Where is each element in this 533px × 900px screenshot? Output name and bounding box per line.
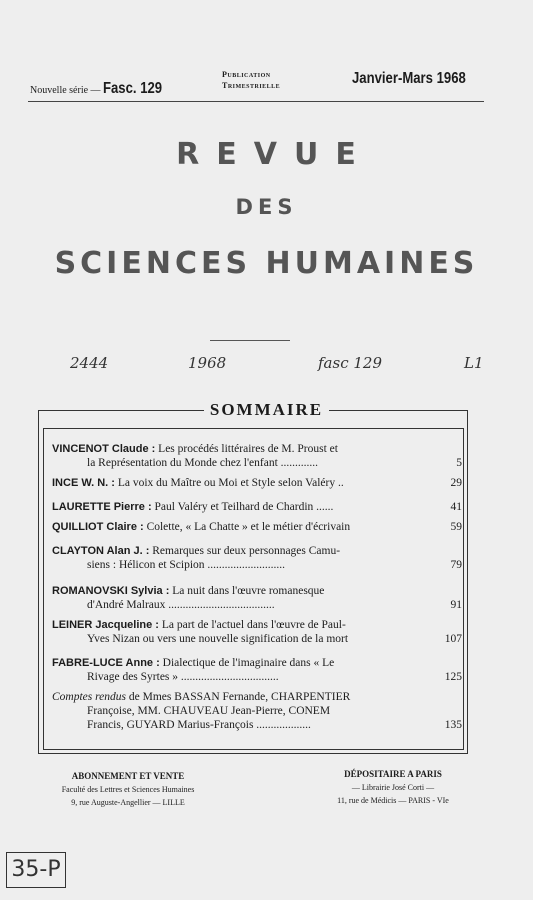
handwritten-note-4: L1 <box>464 354 484 372</box>
comptes-line2: Françoise, MM. CHAUVEAU Jean-Pierre, CONEM <box>87 705 331 717</box>
publication-line2: Trimestrielle <box>222 81 281 90</box>
toc-entry-comptes-rendus <box>52 690 462 732</box>
series-label: Nouvelle série — <box>30 85 101 96</box>
footer-left-line2: Faculté des Lettres et Sciences Humaines <box>61 785 195 794</box>
comptes-line3: Francis, GUYARD Marius-François ................... <box>87 719 311 731</box>
toc-title: Remarques sur deux personnages Camu- <box>152 545 341 557</box>
footer-right-line2: — Librairie José Corti — <box>351 783 435 792</box>
toc-page: 91 <box>450 599 462 611</box>
toc-entry <box>52 544 462 572</box>
toc-author: ROMANOVSKI Sylvia : <box>52 585 170 597</box>
depositary-info <box>296 768 490 807</box>
toc-page: 59 <box>450 521 462 533</box>
toc-title: La nuit dans l'œuvre romanesque <box>172 585 325 597</box>
handwritten-note-2: 1968 <box>188 354 227 372</box>
footer-right-line3: 11, rue de Médicis — PARIS - VIe <box>337 796 449 805</box>
toc-title-cont: d'André Malraux ..................................... <box>87 599 275 611</box>
fascicle-number: Fasc. 129 <box>103 80 163 97</box>
sommaire-heading: SOMMAIRE <box>0 400 533 420</box>
subscription-info <box>28 770 228 809</box>
toc-author: LEINER Jacqueline : <box>52 619 159 631</box>
toc-title: La voix du Maître ou Moi et Style selon Valéry .. <box>117 477 344 489</box>
footer-right-title: DÉPOSITAIRE A PARIS <box>344 769 442 779</box>
footer-left-title: ABONNEMENT ET VENTE <box>71 771 185 781</box>
toc-page: 29 <box>450 477 462 489</box>
publication-line1: Publication <box>222 70 271 79</box>
toc-page: 135 <box>444 719 462 731</box>
title-sciences-humaines: SCIENCES HUMAINES <box>54 246 479 281</box>
library-stamp: 35-P <box>6 852 66 888</box>
toc-page: 41 <box>450 501 462 513</box>
series-info <box>30 80 175 98</box>
toc-author: INCE W. N. : <box>52 477 115 489</box>
toc-page: 125 <box>444 671 462 683</box>
toc-author: VINCENOT Claude : <box>52 443 156 455</box>
toc-title-cont: la Représentation du Monde chez l'enfant ............. <box>87 457 319 469</box>
comptes-label: Comptes rendus <box>52 691 127 703</box>
handwritten-note-3: fasc 129 <box>318 354 382 372</box>
toc-entry <box>52 584 462 612</box>
toc-title: La part de l'actuel dans l'œuvre de Paul- <box>161 619 346 631</box>
toc-entry <box>52 442 462 470</box>
footer-left-line3: 9, rue Auguste-Angellier — LILLE <box>71 798 185 807</box>
toc-title-cont: siens : Hélicon et Scipion ........................... <box>87 559 286 571</box>
toc-title: Dialectique de l'imaginaire dans « Le <box>162 657 335 669</box>
title-des: DES <box>235 195 298 219</box>
toc-entry <box>52 500 462 514</box>
toc-page: 5 <box>456 457 462 469</box>
toc-entry <box>52 476 462 490</box>
toc-title: Paul Valéry et Teilhard de Chardin ...... <box>154 501 334 513</box>
ornament-rule <box>210 340 290 341</box>
toc-entry <box>52 618 462 646</box>
toc-title-cont: Yves Nizan ou vers une nouvelle signification de la mort <box>87 633 349 645</box>
toc-entry <box>52 656 462 684</box>
toc-title-cont: Rivage des Syrtes » .................................. <box>87 671 279 683</box>
toc-page: 107 <box>444 633 462 645</box>
publication-frequency <box>222 69 280 91</box>
toc-page: 79 <box>450 559 462 571</box>
issue-date: Janvier-Mars 1968 <box>352 70 466 87</box>
toc-author: QUILLIOT Claire : <box>52 521 144 533</box>
comptes-line1: de Mmes BASSAN Fernande, CHARPENTIER <box>128 691 351 703</box>
handwritten-note-1: 2444 <box>70 354 109 372</box>
title-revue: REVUE <box>176 137 373 172</box>
toc-title: Les procédés littéraires de M. Proust et <box>158 443 338 455</box>
toc-author: CLAYTON Alan J. : <box>52 545 150 557</box>
toc-author: FABRE-LUCE Anne : <box>52 657 160 669</box>
toc-author: LAURETTE Pierre : <box>52 501 152 513</box>
header-rule <box>28 101 484 102</box>
toc-title: Colette, « La Chatte » et le métier d'écrivain <box>146 521 351 533</box>
toc-entry <box>52 520 462 534</box>
